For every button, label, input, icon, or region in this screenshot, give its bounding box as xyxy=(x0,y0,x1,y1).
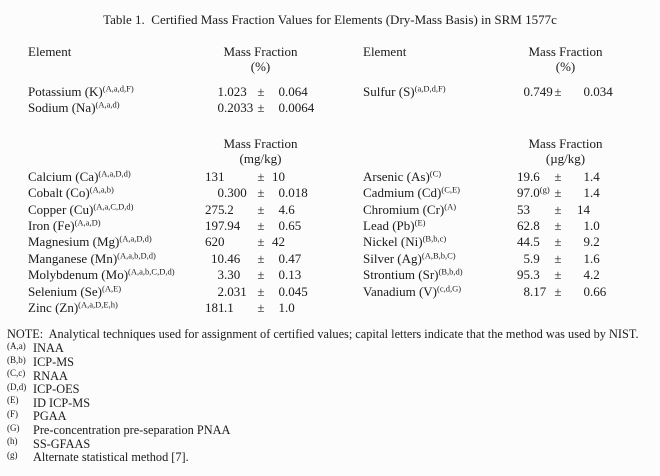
element-name-right xyxy=(363,284,515,300)
value: 44.5 xyxy=(517,234,540,250)
plus-minus-right: ± xyxy=(554,267,562,283)
mass-fraction-label: Mass Fraction xyxy=(528,135,603,151)
element-label: Copper (Cu) xyxy=(28,201,94,217)
uncertainty-cell-left xyxy=(271,234,363,250)
method-superscript: (A,a,D,E,h) xyxy=(78,299,118,310)
value-cell-left xyxy=(205,169,251,185)
footnote xyxy=(7,438,660,452)
table-row xyxy=(28,234,660,250)
value: 131 xyxy=(205,168,225,184)
plus-minus-left: ± xyxy=(257,250,265,266)
value: 5.9 xyxy=(523,250,540,266)
value: 3.30 xyxy=(217,267,241,283)
column-header-element-left: Element xyxy=(28,44,72,59)
uncertainty-cell-left xyxy=(271,284,363,300)
method-superscript: (A,a,D,d) xyxy=(119,233,152,244)
plus-minus-right: ± xyxy=(554,250,562,266)
uncertainty-cell-right xyxy=(571,202,660,218)
footnote-text: ICP-MS xyxy=(33,355,75,370)
uncertainty-cell-right xyxy=(571,185,660,201)
method-superscript: (A,a,D,d) xyxy=(98,168,131,179)
value-cell-left xyxy=(205,100,254,116)
method-superscript: (C,E) xyxy=(441,184,461,195)
element-label: Zinc (Zn) xyxy=(28,300,79,316)
value: 275.2 xyxy=(205,201,234,217)
value: 0.749 xyxy=(523,84,553,99)
value-cell-right xyxy=(515,251,545,267)
uncertainty: 1.6 xyxy=(583,250,600,266)
value-cell-left xyxy=(205,84,251,100)
method-superscript: (E) xyxy=(414,217,426,228)
footnote-text: ID ICP-MS xyxy=(33,395,91,410)
value-cell-right xyxy=(515,284,545,300)
plus-minus-left: ± xyxy=(257,267,265,283)
element-name-right xyxy=(363,185,515,201)
column-header-mass-fraction-right xyxy=(515,136,616,166)
plus-minus-left: ± xyxy=(257,300,265,316)
method-superscript: (A,E) xyxy=(102,283,122,294)
table-row xyxy=(28,100,660,116)
element-label: Lead (Pb) xyxy=(363,218,415,234)
footnote-label: (F) xyxy=(7,408,18,419)
value: 10.46 xyxy=(211,250,241,266)
method-superscript: (A) xyxy=(444,201,457,212)
header-spacer xyxy=(316,136,363,166)
uncertainty: 0.034 xyxy=(583,84,613,99)
element-label: Molybdenum (Mo) xyxy=(28,267,129,283)
value: 97.0 xyxy=(517,185,540,201)
element-label: Chromium (Cr) xyxy=(363,201,445,217)
footnote-label: (C,c) xyxy=(7,368,26,379)
element-name-right xyxy=(363,300,515,316)
footnote-label: (h) xyxy=(7,436,18,447)
footnote-text: INAA xyxy=(33,341,64,356)
method-superscript: (A,a,b) xyxy=(89,184,114,195)
uncertainty: 0.65 xyxy=(278,218,302,234)
uncertainty-cell-right xyxy=(571,218,660,234)
uncertainty: 1.0 xyxy=(278,300,295,316)
element-label: Sulfur (S) xyxy=(363,84,415,99)
uncertainty: 10 xyxy=(272,168,285,184)
method-superscript: (B,b,c) xyxy=(422,233,447,244)
column-header-mass-fraction-left xyxy=(205,136,316,166)
plus-minus-left: ± xyxy=(257,185,265,201)
method-superscript: (A,a,d,F) xyxy=(102,83,134,94)
footnote-label: (E) xyxy=(7,395,19,406)
header-spacer xyxy=(616,44,660,74)
uncertainty: 4.6 xyxy=(278,201,295,217)
column-header-element-left xyxy=(28,136,205,166)
method-superscript: (a,D,d,F) xyxy=(414,83,446,94)
uncertainty: 9.2 xyxy=(583,234,600,250)
table-row xyxy=(28,169,660,185)
uncertainty: 0.064 xyxy=(278,84,308,99)
column-header-element-right: Element xyxy=(363,44,407,59)
footnote xyxy=(7,370,660,384)
plus-minus-left: ± xyxy=(257,168,265,184)
uncertainty-cell-left xyxy=(271,251,363,267)
uncertainty: 0.66 xyxy=(583,283,607,299)
element-name-left xyxy=(28,234,205,250)
element-label: Arsenic (As) xyxy=(363,168,430,184)
footnote xyxy=(7,356,660,370)
uncertainty: 0.0064 xyxy=(278,100,315,116)
value: 62.8 xyxy=(517,218,540,234)
method-superscript: (A,a,b,C,D,d) xyxy=(128,266,175,277)
value-cell-right xyxy=(515,202,545,218)
element-name-left xyxy=(28,267,205,283)
footnote-label: (G) xyxy=(7,422,20,433)
mass-fraction-label: Mass Fraction xyxy=(223,44,298,59)
element-label: Magnesium (Mg) xyxy=(28,234,120,250)
value-cell-left xyxy=(205,218,251,234)
method-superscript: (B,b,d) xyxy=(438,266,463,277)
plus-minus-right: ± xyxy=(554,234,562,250)
uncertainty-cell-right xyxy=(571,84,660,100)
uncertainty-cell-right xyxy=(571,284,660,300)
uncertainty: 0.13 xyxy=(278,267,302,283)
plus-minus-left: ± xyxy=(257,201,265,217)
value: 0.300 xyxy=(217,185,247,201)
element-name-left xyxy=(28,169,205,185)
table-title: Table 1. Certified Mass Fraction Values for Elements (Dry-Mass Basis) in SRM 1577c xyxy=(103,12,557,27)
method-superscript: (A,a,b,D,d) xyxy=(117,250,156,261)
value: 95.3 xyxy=(517,267,540,283)
uncertainty-cell-left xyxy=(271,218,363,234)
footnote-text: ICP-OES xyxy=(33,382,80,397)
element-name-right xyxy=(363,218,515,234)
method-superscript: (A,B,b,C) xyxy=(421,250,456,261)
table-row xyxy=(28,251,660,267)
element-label: Selenium (Se) xyxy=(28,283,103,299)
element-label: Iron (Fe) xyxy=(28,218,75,234)
element-name-left xyxy=(28,300,205,316)
footnote xyxy=(7,451,660,465)
element-name-right xyxy=(363,234,515,250)
value-cell-left xyxy=(205,185,251,201)
note-text: NOTE: Analytical techniques used for assignment of certified values; capital letters indicate that the method was used by NIST. xyxy=(7,327,639,342)
method-superscript: (A,a,D) xyxy=(74,217,101,228)
mass-fraction-label: Mass Fraction xyxy=(528,44,603,59)
element-name-left xyxy=(28,185,205,201)
plus-minus-right: ± xyxy=(554,201,562,217)
column-header-mass-fraction-left xyxy=(205,44,316,74)
footnote-text: RNAA xyxy=(33,368,68,383)
plus-minus-left: ± xyxy=(257,234,265,250)
element-label: Nickel (Ni) xyxy=(363,234,423,250)
uncertainty-cell-left xyxy=(271,169,363,185)
uncertainty: 14 xyxy=(577,201,590,217)
value: 2.031 xyxy=(217,283,247,299)
element-name-right xyxy=(363,251,515,267)
plus-minus-right: ± xyxy=(554,185,562,201)
uncertainty-cell-left xyxy=(271,100,363,116)
method-superscript: (A,a,C,D,d) xyxy=(93,201,134,212)
plus-minus-right xyxy=(545,100,571,116)
value: 53 xyxy=(517,201,530,217)
value-cell-right xyxy=(515,84,553,100)
footnote-label: (g) xyxy=(7,449,18,460)
footnote xyxy=(7,397,660,411)
uncertainty: 4.2 xyxy=(583,267,600,283)
unit-label: (%) xyxy=(555,59,576,74)
uncertainty-cell-left xyxy=(271,202,363,218)
section-trace-header xyxy=(28,136,660,166)
value: 1.023 xyxy=(217,84,247,99)
value-cell-left xyxy=(205,267,251,283)
plus-minus-left: ± xyxy=(257,283,265,299)
element-label: Calcium (Ca) xyxy=(28,168,99,184)
element-name-left xyxy=(28,218,205,234)
table-row xyxy=(28,84,660,100)
value-cell-right xyxy=(515,234,545,250)
element-name-left xyxy=(28,284,205,300)
value: 19.6 xyxy=(517,168,540,184)
value: 8.17 xyxy=(523,283,547,299)
uncertainty-cell-right xyxy=(571,267,660,283)
table-row xyxy=(28,300,660,316)
element-name-right xyxy=(363,100,515,116)
footnote-label: (A,a) xyxy=(7,340,26,351)
element-label: Cobalt (Co) xyxy=(28,185,90,201)
element-label: Sodium (Na) xyxy=(28,100,96,116)
footnote-label: (D,d) xyxy=(7,381,27,392)
footnote xyxy=(7,342,660,356)
plus-minus-right: ± xyxy=(554,283,562,299)
element-label: Vanadium (V) xyxy=(363,283,438,299)
uncertainty: 1.4 xyxy=(583,168,600,184)
mass-fraction-label: Mass Fraction xyxy=(223,135,298,151)
plus-minus-right: ± xyxy=(554,218,562,234)
plus-minus-right: ± xyxy=(554,84,562,99)
certified-values-table xyxy=(0,44,660,316)
uncertainty-cell-right xyxy=(571,100,660,116)
plus-minus-right: ± xyxy=(554,168,562,184)
element-label: Manganese (Mn) xyxy=(28,250,118,266)
uncertainty: 42 xyxy=(272,234,285,250)
table-row xyxy=(28,267,660,283)
value-cell-right xyxy=(515,169,545,185)
uncertainty-cell-left xyxy=(271,84,363,100)
section-percent-header xyxy=(28,44,660,74)
footnote xyxy=(7,424,660,438)
element-label: Potassium (K) xyxy=(28,84,103,99)
column-header-element-right xyxy=(363,136,515,166)
footnote-text: Alternate statistical method [7]. xyxy=(33,450,189,465)
unit-label: (µg/kg) xyxy=(545,150,586,166)
footnote-label: (B,b) xyxy=(7,354,26,365)
element-name-left xyxy=(28,84,205,100)
method-superscript: (A,a,d) xyxy=(95,99,120,110)
footnote-list xyxy=(0,342,660,464)
value-cell-left xyxy=(205,300,251,316)
section-trace-rows xyxy=(28,169,660,317)
uncertainty-cell-right xyxy=(571,300,660,316)
uncertainty: 0.045 xyxy=(278,283,308,299)
value-cell-left xyxy=(205,251,251,267)
element-name-right xyxy=(363,202,515,218)
table-row xyxy=(28,185,660,201)
footnote-text: SS-GFAAS xyxy=(33,436,91,451)
element-name-right xyxy=(363,169,515,185)
value: 620 xyxy=(205,234,225,250)
value-cell-left xyxy=(205,284,251,300)
method-superscript: (C) xyxy=(429,168,442,179)
unit-label: (mg/kg) xyxy=(239,150,282,166)
uncertainty: 1.4 xyxy=(583,185,600,201)
value: 197.94 xyxy=(205,218,241,234)
footnote-text: PGAA xyxy=(33,409,67,424)
element-name-left xyxy=(28,251,205,267)
value: 181.1 xyxy=(205,300,234,316)
uncertainty-cell-right xyxy=(571,169,660,185)
footnote-text: Pre-concentration pre-separation PNAA xyxy=(33,423,231,438)
plus-minus-left: ± xyxy=(257,84,265,99)
plus-minus-right xyxy=(545,300,571,316)
uncertainty-cell-right xyxy=(571,251,660,267)
uncertainty: 0.47 xyxy=(278,250,302,266)
value: 0.2033 xyxy=(217,100,254,116)
value-superscript: (g) xyxy=(539,184,550,195)
table-row xyxy=(28,284,660,300)
value-cell-right xyxy=(515,300,545,316)
value-cell-right xyxy=(515,218,545,234)
element-name-right xyxy=(363,267,515,283)
value-cell-right xyxy=(515,267,545,283)
element-label: Cadmium (Cd) xyxy=(363,185,442,201)
unit-label: (%) xyxy=(250,59,271,74)
footnote xyxy=(7,383,660,397)
header-spacer xyxy=(616,136,660,166)
uncertainty-cell-left xyxy=(271,267,363,283)
plus-minus-left: ± xyxy=(257,218,265,234)
uncertainty-cell-right xyxy=(571,234,660,250)
element-name-left xyxy=(28,202,205,218)
value-cell-left xyxy=(205,234,251,250)
element-label: Strontium (Sr) xyxy=(363,267,439,283)
uncertainty: 0.018 xyxy=(278,185,308,201)
uncertainty-cell-left xyxy=(271,185,363,201)
element-name-left xyxy=(28,100,205,116)
element-name-right xyxy=(363,84,515,100)
plus-minus-left: ± xyxy=(257,100,265,116)
value-cell-left xyxy=(205,202,251,218)
value-cell-right xyxy=(515,184,550,201)
uncertainty: 1.0 xyxy=(583,218,600,234)
footnote xyxy=(7,410,660,424)
table-row xyxy=(28,218,660,234)
table-row xyxy=(28,202,660,218)
column-header-mass-fraction-right xyxy=(515,44,616,74)
section-percent-rows xyxy=(28,84,660,117)
uncertainty-cell-left xyxy=(271,300,363,316)
value-cell-right xyxy=(515,100,545,116)
header-spacer xyxy=(316,44,363,74)
method-superscript: (c,d,G) xyxy=(437,283,462,294)
element-label: Silver (Ag) xyxy=(363,250,422,266)
